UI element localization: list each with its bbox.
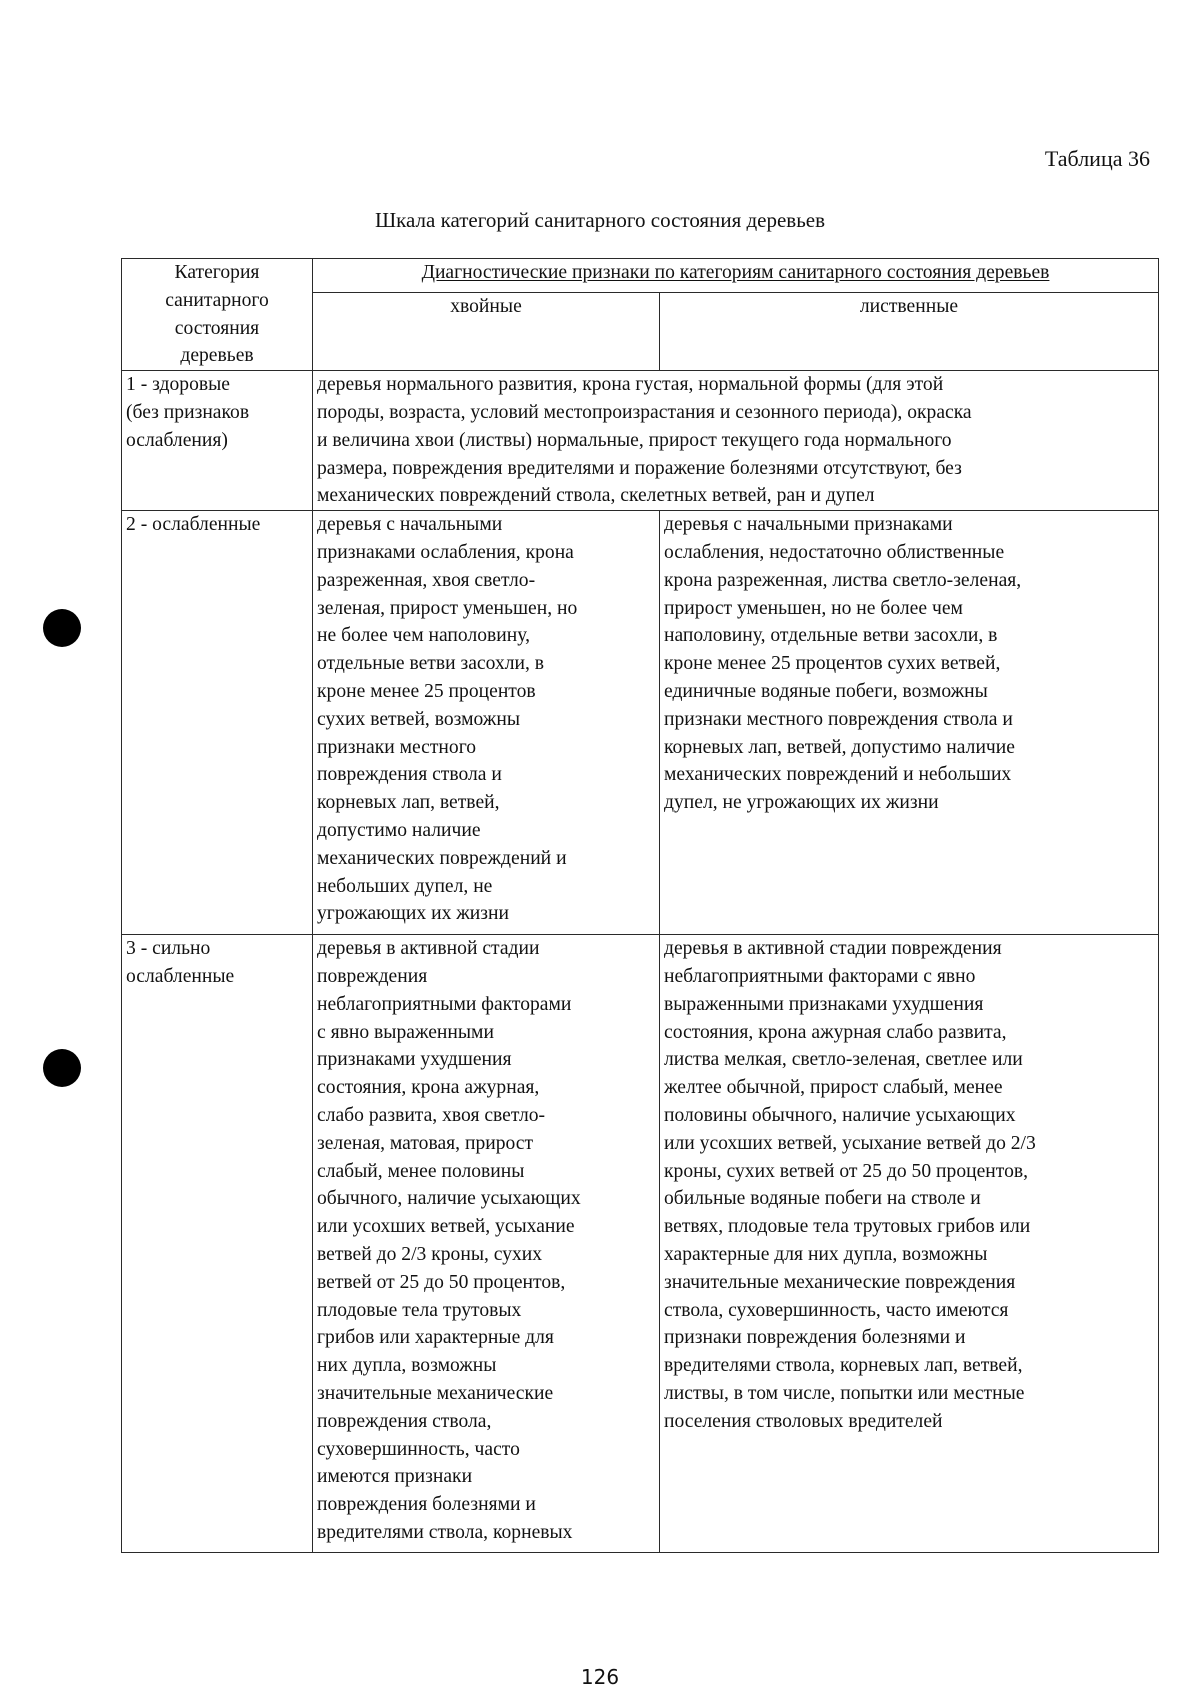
punch-hole-mark: [43, 1049, 81, 1087]
punch-hole-mark: [43, 609, 81, 647]
header-coniferous-cell: хвойные: [313, 292, 660, 370]
header-deciduous-cell: лиственные: [660, 292, 1159, 370]
table-row: [122, 935, 1159, 1553]
category-cell: 1 - здоровые (без признаков ослабления): [122, 371, 313, 511]
table-row: [122, 371, 1159, 511]
table-row: [122, 511, 1159, 935]
coniferous-signs-cell: деревья в активной стадии повреждения неблагоприятными факторами с явно выраженными признаками ухудшения состояния, крона ажурная, слабо развита, хвоя светло- зеленая, матовая, прирост слабый, менее половины обычного, наличие усыхающих или усохших ветвей, усыхание ветвей до 2/3 кроны, сухих ветвей от 25 до 50 процентов, плодовые тела трутовых грибов или характерные для них дупла, возможны значительные механические повреждения ствола, суховершинность, часто имеются признаки повреждения болезнями и вредителями ствола, корневых: [313, 935, 660, 1553]
category-cell: 3 - сильно ослабленные: [122, 935, 313, 1553]
table-header-row: [122, 259, 1159, 293]
merged-signs-cell: деревья нормального развития, крона густая, нормальной формы (для этой породы, возраста, условий местопроизрастания и сезонного периода), окраска и величина хвои (листвы) нормальные, прирост текущего года нормального размера, повреждения вредителями и поражение болезнями отсутствуют, без механических повреждений ствола, скелетных ветвей, ран и дупел: [313, 371, 1159, 511]
header-category-cell: Категория санитарного состояния деревьев: [122, 259, 313, 371]
deciduous-signs-cell: деревья в активной стадии повреждения неблагоприятными факторами с явно выраженными признаками ухудшения состояния, крона ажурная слабо развита, листва мелкая, светло-зеленая, светлее или желтее обычной, прирост слабый, менее половины обычного, наличие усыхающих или усохших ветвей, усыхание ветвей до 2/3 кроны, сухих ветвей от 25 до 50 процентов, обильные водяные побеги на стволе и ветвях, плодовые тела трутовых грибов или характерные для них дупла, возможны значительные механические повреждения ствола, суховершинность, часто имеются признаки повреждения болезнями и вредителями ствола, корневых лап, ветвей, листвы, в том числе, попытки или местные поселения стволовых вредителей: [660, 935, 1159, 1553]
page-number: 126: [580, 1665, 620, 1689]
table-number: Таблица 36: [1044, 146, 1150, 171]
category-cell: 2 - ослабленные: [122, 511, 313, 935]
header-diagnostic-cell: Диагностические признаки по категориям санитарного состояния деревьев: [313, 259, 1159, 293]
deciduous-signs-cell: деревья с начальными признаками ослабления, недостаточно облиственные крона разреженная, листва светло-зеленая, прирост уменьшен, но не более чем наполовину, отдельные ветви засохли, в кроне менее 25 процентов сухих ветвей, единичные водяные побеги, возможны признаки местного повреждения ствола и корневых лап, ветвей, допустимо наличие механических повреждений и небольших дупел, не угрожающих их жизни: [660, 511, 1159, 935]
table-title: Шкала категорий санитарного состояния деревьев: [374, 208, 826, 232]
sanitary-category-table: [121, 258, 1159, 1553]
coniferous-signs-cell: деревья с начальными признаками ослабления, крона разреженная, хвоя светло- зеленая, прирост уменьшен, но не более чем наполовину, отдельные ветви засохли, в кроне менее 25 процентов сухих ветвей, возможны признаки местного повреждения ствола и корневых лап, ветвей, допустимо наличие механических повреждений и небольших дупел, не угрожающих их жизни: [313, 511, 660, 935]
